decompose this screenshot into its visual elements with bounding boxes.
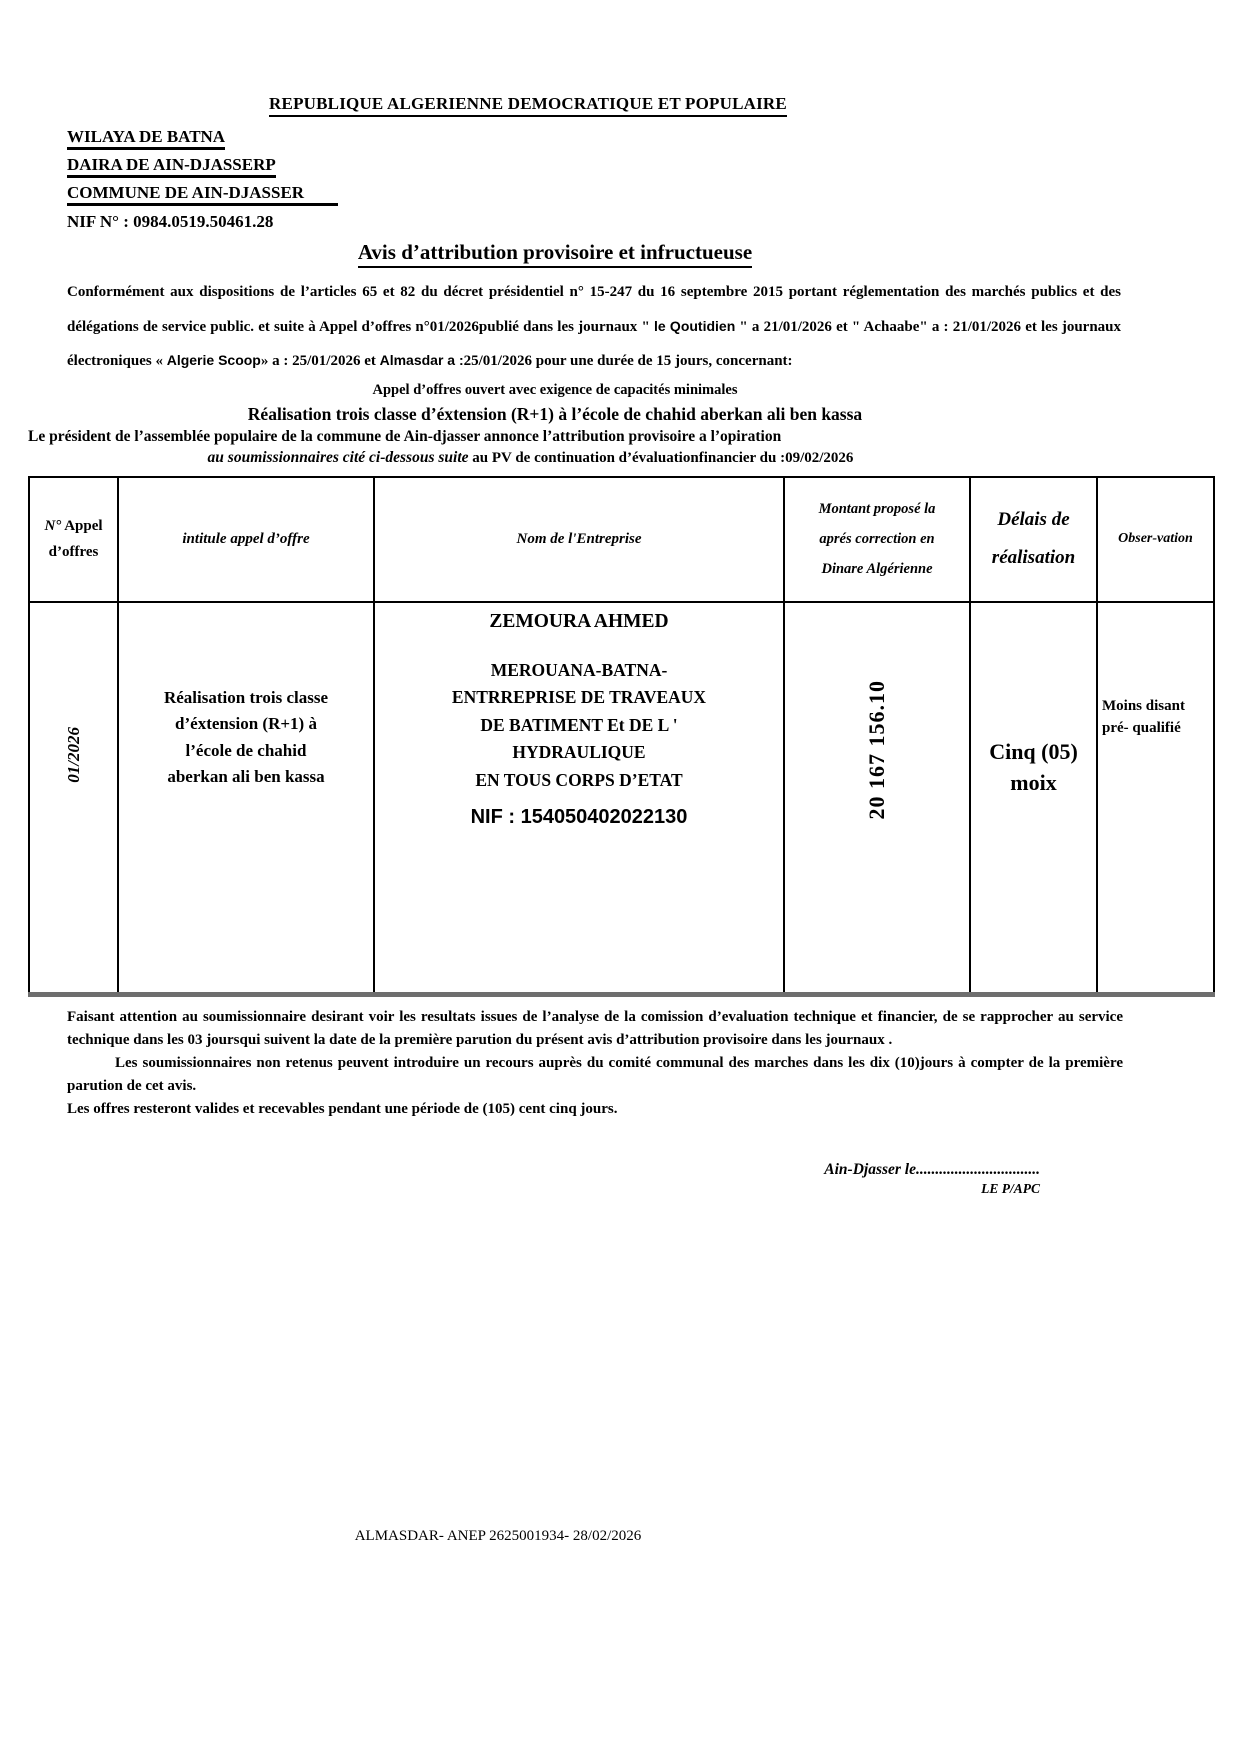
commune-line: COMMUNE DE AIN-DJASSER bbox=[67, 182, 1241, 206]
intro-seg-2: " a 21/01/2026 et " Achaabe" a : 21/01/2026 et les journaux électroniques « bbox=[67, 318, 1122, 369]
document-title-text: Avis d’attribution provisoire et infructueuse bbox=[358, 240, 752, 268]
note-validite: Les offres resteront valides et recevables pendant une période de (105) cent cinq jours. bbox=[67, 1101, 618, 1117]
cell-delais: Cinq (05) moix bbox=[970, 602, 1097, 995]
header-delais: Délais de réalisation bbox=[970, 477, 1097, 602]
project-title-line: Réalisation trois classe d’éxtension (R+1) à l’école de chahid aberkan ali ben kassa bbox=[247, 403, 863, 424]
cell-intitule: Réalisation trois classe d’éxtension (R+1) à l’école de chahid aberkan ali ben kassa bbox=[118, 602, 374, 995]
cell-observation: Moins disant pré- qualifié bbox=[1097, 602, 1214, 995]
award-table-row bbox=[29, 602, 1214, 995]
signature-title: LE P/APC bbox=[981, 1180, 1040, 1196]
intro-seg-1: Conformément aux dispositions de l’articles 65 et 82 du décret présidentiel n° 15-247 du 16 septembre 2015 portant réglementation des marchés publics et des délégations de service public. et suite à Appel d’offres n°01/2026publié dans les journaux " bbox=[67, 284, 1121, 335]
pv-evaluation-line-rest: au PV de continuation d’évaluationfinancier du :09/02/2026 bbox=[468, 449, 854, 466]
announcement-line: Le président de l’assemblée populaire de la commune de Ain-djasser annonce l’attribution provisoire a l’opiration bbox=[28, 427, 782, 445]
journal-name-qoutidien: le Qoutidien bbox=[653, 317, 736, 334]
cell-montant: 20 167 156.10 bbox=[784, 602, 970, 995]
entreprise-owner-name: ZEMOURA AHMED bbox=[489, 610, 669, 632]
note-recours: Les soumissionnaires non retenus peuvent introduire un recours auprès du comité communal des marches dans les dix (10)jours à compter de la première parution de cet avis. bbox=[67, 1055, 1123, 1094]
header-observation: Obser-vation bbox=[1097, 477, 1214, 602]
header-montant: Montant proposé la aprés correction en Dinare Algérienne bbox=[784, 477, 970, 602]
nif-line: NIF N° : 0984.0519.50461.28 bbox=[67, 212, 274, 231]
wilaya-line: WILAYA DE BATNA bbox=[67, 126, 1241, 150]
procedure-type-line: Appel d’offres ouvert avec exigence de capacités minimales bbox=[372, 381, 738, 398]
intro-seg-3: » a : 25/01/2026 et bbox=[260, 353, 380, 369]
cell-appel-no: 01/2026 bbox=[29, 602, 118, 995]
anep-footer-line: ALMASDAR- ANEP 2625001934- 28/02/2026 bbox=[354, 1528, 642, 1544]
signature-place-line: Ain-Djasser le................................ bbox=[824, 1160, 1040, 1178]
daira-line: DAIRA DE AIN-DJASSERP bbox=[67, 154, 1241, 178]
header-intitule: intitule appel d’offre bbox=[118, 477, 374, 602]
cell-entreprise: ZEMOURA AHMED MEROUANA-BATNA- ENTRREPRISE DE TRAVEAUX DE BATIMENT Et DE L ' HYDRAULIQUE EN TOUS CORPS D’ETAT NIF : 154050402022130 bbox=[374, 602, 784, 995]
note-consultation: Faisant attention au soumissionnaire desirant voir les resultats issues de l’analyse de la comission d’evaluation technique et financier, de se rapprocher au service technique dans les 03 joursqui suivent la date de la première parution du présent avis d’attribution provisoire dans les journaux . bbox=[67, 1009, 1123, 1048]
pv-evaluation-line-italic: au soumissionnaires cité ci-dessous suite bbox=[207, 448, 469, 466]
award-table-header-row bbox=[29, 477, 1214, 602]
intro-seg-4: 25/01/2026 pour une durée de 15 jours, concernant: bbox=[463, 353, 793, 369]
republic-heading-text: REPUBLIQUE ALGERIENNE DEMOCRATIQUE ET POPULAIRE bbox=[269, 94, 787, 117]
award-table bbox=[28, 476, 1215, 998]
header-entreprise: Nom de l'Entreprise bbox=[374, 477, 784, 602]
journal-name-almasdar: Almasdar a : bbox=[379, 352, 464, 368]
intro-paragraph bbox=[67, 276, 1121, 379]
republic-heading bbox=[0, 94, 1056, 117]
entreprise-nif: NIF : 154050402022130 bbox=[470, 806, 688, 828]
journal-name-algerie-scoop: Algerie Scoop bbox=[166, 352, 261, 368]
pv-evaluation-line bbox=[0, 449, 1061, 467]
header-appel-no: N° Appel d’offres bbox=[29, 477, 118, 602]
document-title bbox=[0, 240, 1110, 268]
